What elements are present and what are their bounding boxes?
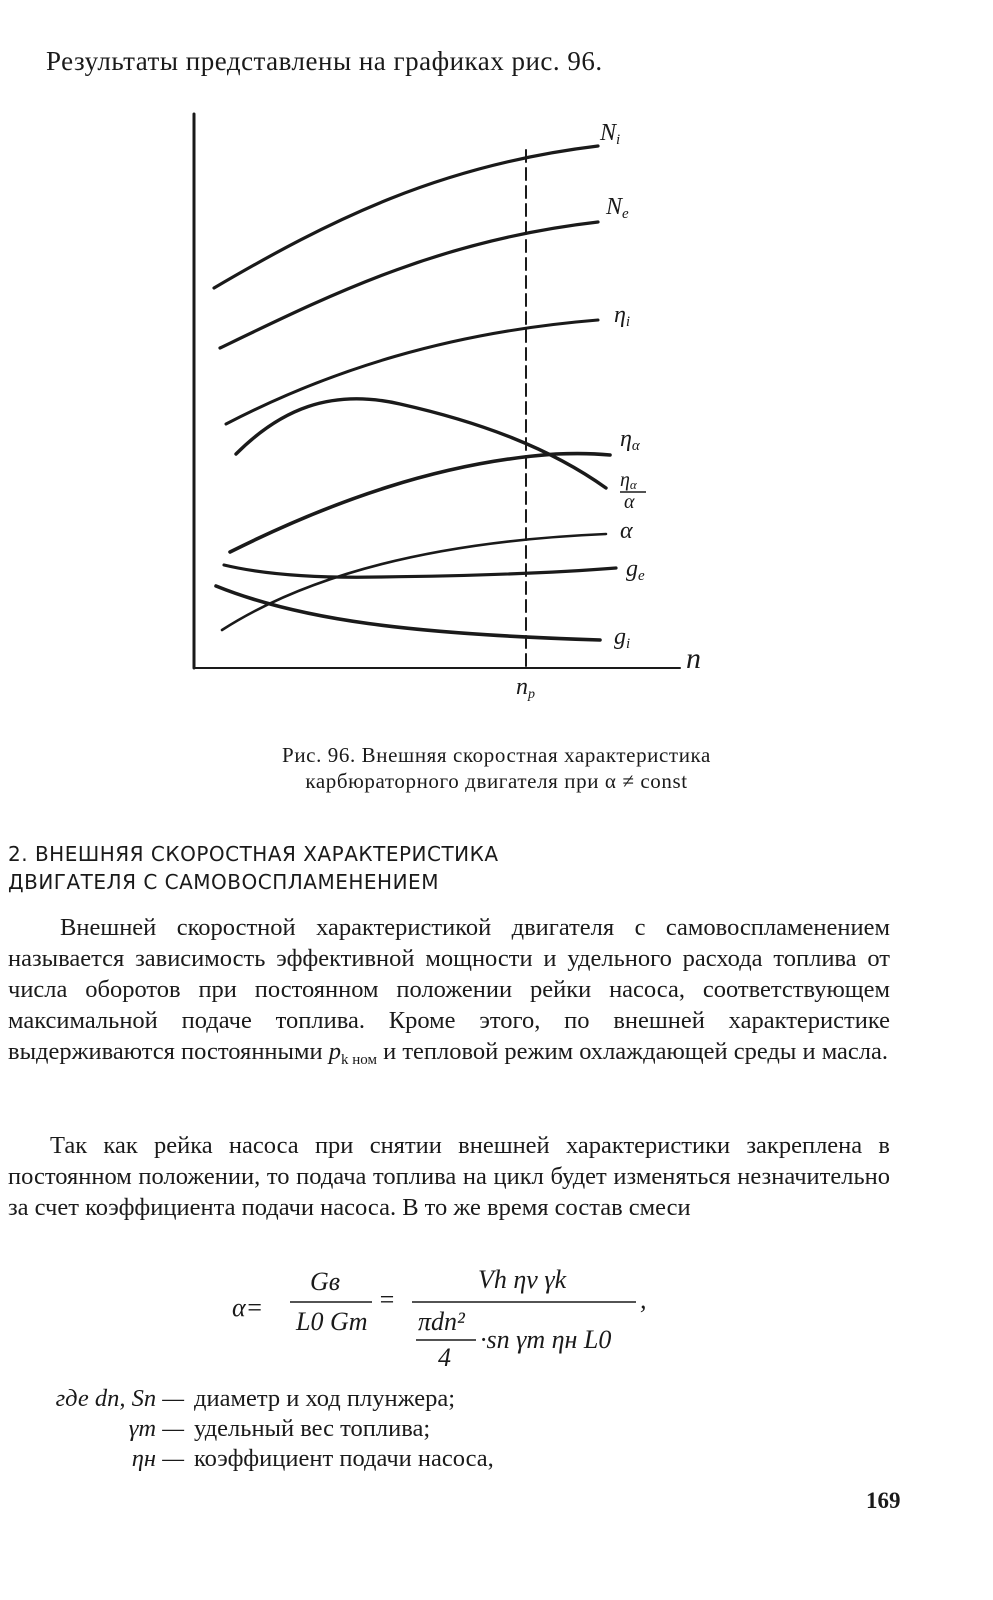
formula-frac1-den: L0 Gт xyxy=(296,1307,368,1336)
section-title-line-1: 2. ВНЕШНЯЯ СКОРОСТНАЯ ХАРАКТЕРИСТИКА xyxy=(8,842,499,866)
label-eta-alpha: ηα xyxy=(620,426,640,454)
formula-lhs: α= xyxy=(232,1293,264,1322)
formula-comma: , xyxy=(640,1285,647,1314)
definitions-list xyxy=(8,1384,494,1474)
label-Ni: Ni xyxy=(600,120,621,148)
definition-symbol: ηн — xyxy=(131,1445,184,1472)
definition-symbol: где dп, Sп — xyxy=(55,1385,184,1412)
paragraph-1 xyxy=(8,912,890,1076)
formula-frac2-num: Vh ηv γk xyxy=(478,1266,567,1294)
paragraph-1-text-a: Внешней скоростной характеристикой двигателя с самовоспламенением называется зависимость эффективной мощности и удельного расхода топлива от числа оборотов при постоянном положении рейки насоса, соответствующем максимальной подаче топлива. Кроме этого, по внешней характеристике выдерживаются постоянными xyxy=(8,914,890,1065)
mixture-formula xyxy=(0,1266,993,1376)
formula-frac2-den-num: πdп² xyxy=(418,1307,465,1336)
formula-frac1-num: Gв xyxy=(310,1267,341,1296)
curve-eta-alpha-over-alpha xyxy=(236,399,606,488)
svg-text:α: α xyxy=(624,491,635,513)
label-alpha: α xyxy=(620,518,633,544)
label-Ne: Ne xyxy=(606,194,629,222)
label-ge: ge xyxy=(626,556,645,584)
curve-alpha xyxy=(222,534,606,630)
label-eta-i: ηi xyxy=(614,302,631,330)
label-np: np xyxy=(516,674,535,702)
definition-row xyxy=(8,1444,494,1474)
definition-symbol: γт — xyxy=(128,1415,184,1442)
svg-text:ηα: ηα xyxy=(620,469,637,492)
curve-gi xyxy=(216,586,600,640)
paragraph-1-text-b: и тепловой режим охлаждающей среды и масла. xyxy=(376,1038,889,1065)
definition-text: коэффициент подачи насоса, xyxy=(194,1445,494,1472)
figure-96 xyxy=(180,110,740,720)
intro-line: Результаты представлены на графиках рис. 96. xyxy=(46,46,603,76)
caption-line-1: Рис. 96. Внешняя скоростная характеристика xyxy=(282,743,711,767)
label-eta-alpha-over-alpha xyxy=(620,469,646,513)
paragraph-2: Так как рейка насоса при снятии внешней характеристики закреплена в постоянном положении, то подача топлива на цикл будет изменяться незначительно за счет коэффициента подачи насоса. В то же время состав смеси xyxy=(8,1132,890,1221)
label-gi: gi xyxy=(614,624,631,652)
pk-symbol: p xyxy=(328,1038,341,1065)
formula-frac2-den-den: 4 xyxy=(438,1343,451,1372)
page-number: 169 xyxy=(866,1488,901,1513)
formula-frac2-den-tail: ·sп γт ηн L0 xyxy=(480,1325,612,1354)
curve-ge xyxy=(224,565,616,577)
definition-row xyxy=(8,1414,494,1444)
section-title xyxy=(8,840,499,896)
axis-x-label: n xyxy=(686,642,701,675)
definition-text: удельный вес топлива; xyxy=(194,1415,431,1442)
figure-caption xyxy=(0,742,993,794)
curve-Ne xyxy=(220,222,598,348)
pk-subscript: k ном xyxy=(341,1052,377,1068)
definition-text: диаметр и ход плунжера; xyxy=(194,1385,456,1412)
section-title-line-2: ДВИГАТЕЛЯ С САМОВОСПЛАМЕНЕНИЕМ xyxy=(8,870,439,894)
formula-eq: = xyxy=(378,1285,396,1314)
definition-row xyxy=(8,1384,494,1414)
caption-line-2: карбюраторного двигателя при α ≠ const xyxy=(305,769,688,793)
